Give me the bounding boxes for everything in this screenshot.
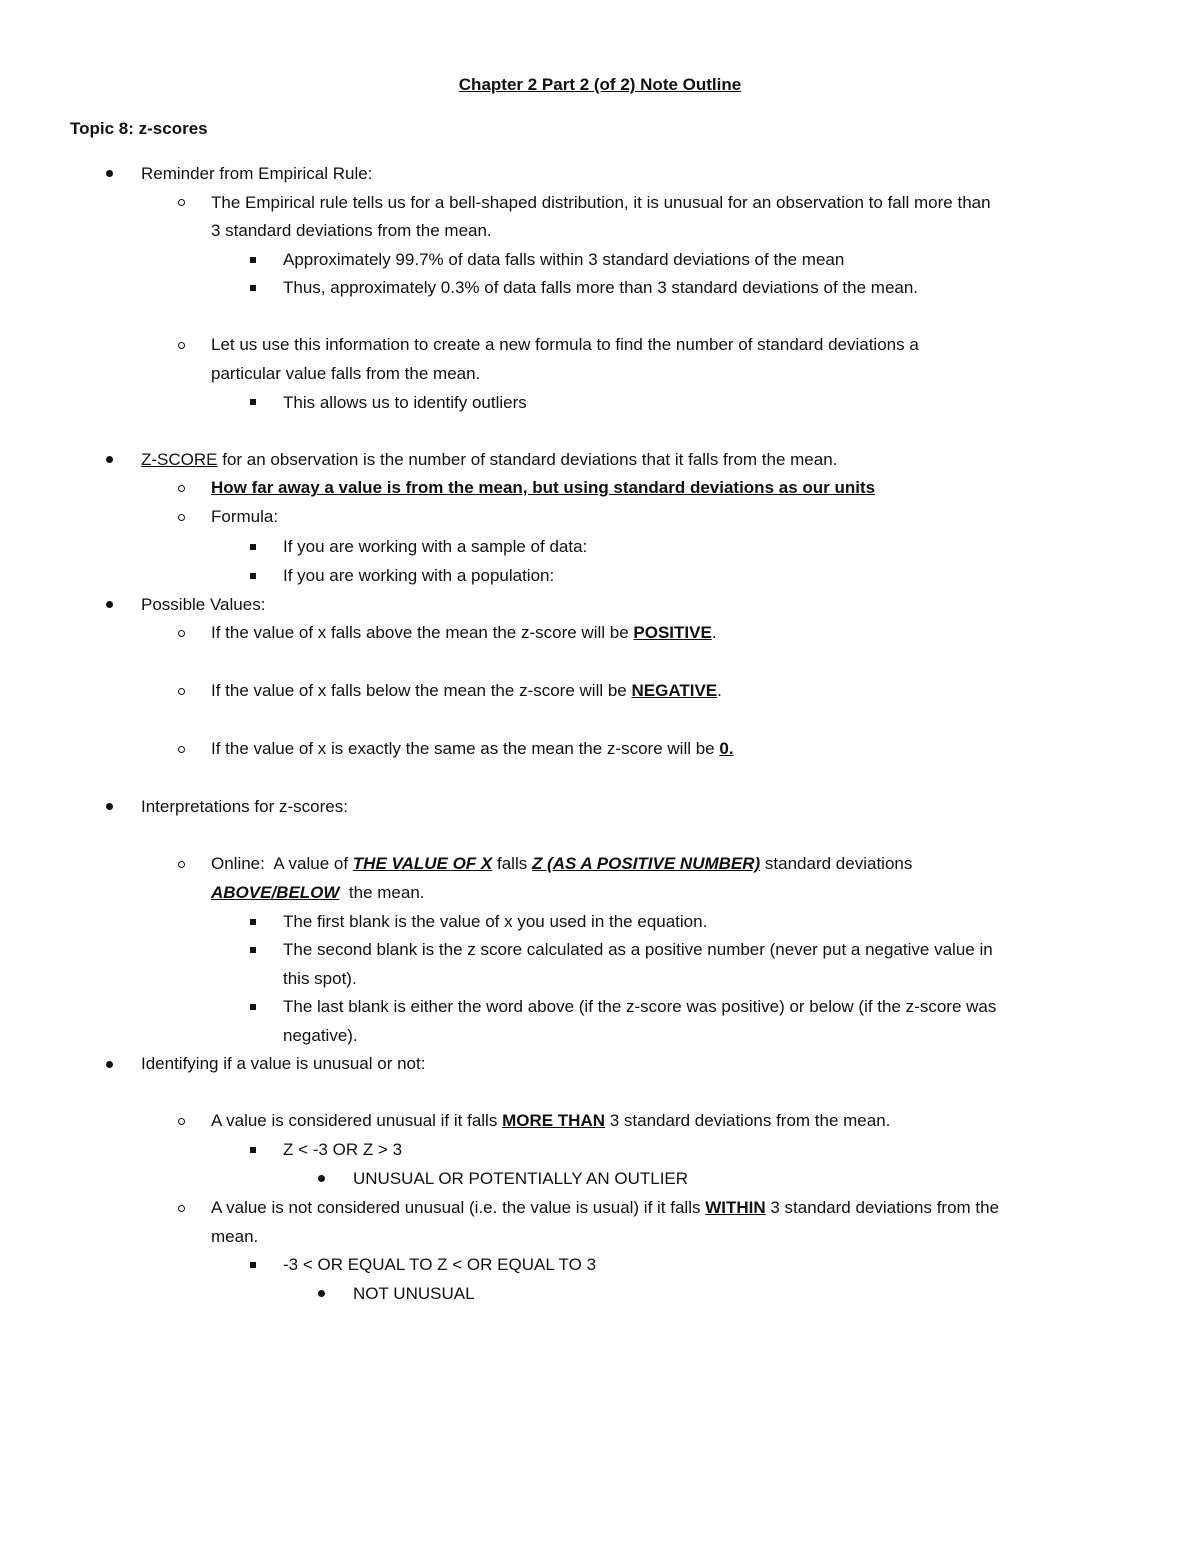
- unusual-rule-text: [211, 1111, 890, 1131]
- square-bullet-icon: [250, 285, 256, 291]
- positive-value-text: [211, 623, 717, 643]
- zscore-term: Z-SCORE: [141, 450, 218, 469]
- online-label: Online:: [211, 854, 265, 873]
- square-bullet-icon: [250, 257, 256, 263]
- negative-pre: If the value of x falls below the mean the z-score will be: [211, 681, 632, 700]
- bullet-icon: [106, 170, 113, 177]
- second-blank-text: The second blank is the z score calculated as a positive number (never put a negative value in: [283, 940, 993, 959]
- topic-heading: Topic 8: z-scores: [70, 119, 208, 138]
- unusual-condition: Z < -3 OR Z > 3: [283, 1140, 403, 1159]
- unusual-result: UNUSUAL OR POTENTIALLY AN OUTLIER: [353, 1169, 689, 1188]
- empirical-rule-text: The Empirical rule tells us for a bell-shaped distribution, it is unusual for an observation to fall more than: [211, 193, 991, 212]
- new-formula-text-cont: particular value falls from the mean.: [211, 364, 481, 383]
- sub-bullet-icon: [178, 746, 185, 753]
- square-bullet-icon: [250, 399, 256, 405]
- online-blank-x: THE VALUE OF X: [352, 854, 493, 873]
- interpretations-heading: Interpretations for z-scores:: [141, 797, 348, 816]
- zero-value-text: [211, 739, 734, 759]
- zscore-definition: [141, 450, 837, 470]
- formula-label: Formula:: [211, 507, 279, 526]
- online-blank-z: Z (AS A POSITIVE NUMBER): [531, 854, 761, 873]
- sub-bullet-icon: [178, 342, 185, 349]
- bullet-icon: [106, 456, 113, 463]
- bullet-icon: [318, 1290, 325, 1297]
- empirical-rule-text-cont: 3 standard deviations from the mean.: [211, 221, 492, 240]
- online-p4: the mean.: [339, 883, 425, 902]
- sample-formula-text: If you are working with a sample of data:: [283, 537, 588, 556]
- outliers-text: This allows us to identify outliers: [283, 393, 527, 412]
- online-p3: standard deviations: [760, 854, 913, 873]
- usual-rule-text: [211, 1198, 999, 1218]
- sub-bullet-icon: [178, 688, 185, 695]
- possible-values-heading: Possible Values:: [141, 595, 266, 614]
- negative-value-text: [211, 681, 722, 701]
- sub-bullet-icon: [178, 485, 185, 492]
- online-blank-direction: ABOVE/BELOW: [211, 883, 340, 902]
- sub-bullet-icon: [178, 1118, 185, 1125]
- square-bullet-icon: [250, 573, 256, 579]
- zscore-def-text: for an observation is the number of standard deviations that it falls from the mean.: [217, 450, 838, 469]
- online-p1: A value of: [264, 854, 353, 873]
- positive-pre: If the value of x falls above the mean the z-score will be: [211, 623, 634, 642]
- page-title: Chapter 2 Part 2 (of 2) Note Outline: [458, 75, 742, 94]
- online-p2: falls: [492, 854, 532, 873]
- usual-answer: WITHIN: [705, 1198, 766, 1217]
- positive-post: .: [711, 623, 717, 642]
- online-interpretation: [211, 854, 912, 874]
- square-bullet-icon: [250, 1262, 256, 1268]
- usual-result: NOT UNUSUAL: [353, 1284, 475, 1303]
- first-blank-text: The first blank is the value of x you used in the equation.: [283, 912, 708, 931]
- usual-pre: A value is not considered unusual (i.e. the value is usual) if it falls: [211, 1198, 706, 1217]
- sub-bullet-icon: [178, 514, 185, 521]
- reminder-heading: Reminder from Empirical Rule:: [141, 164, 373, 183]
- approx-03-text: Thus, approximately 0.3% of data falls more than 3 standard deviations of the mean.: [283, 278, 919, 297]
- second-blank-text-cont: this spot).: [283, 969, 357, 988]
- bullet-icon: [106, 803, 113, 810]
- how-far-text: How far away a value is from the mean, but using standard deviations as our units: [211, 478, 876, 497]
- negative-answer: NEGATIVE: [631, 681, 718, 700]
- positive-answer: POSITIVE: [633, 623, 712, 642]
- usual-rule-text-cont: mean.: [211, 1227, 259, 1246]
- sub-bullet-icon: [178, 861, 185, 868]
- square-bullet-icon: [250, 1147, 256, 1153]
- unusual-post: 3 standard deviations from the mean.: [605, 1111, 891, 1130]
- bullet-icon: [106, 601, 113, 608]
- sub-bullet-icon: [178, 199, 185, 206]
- new-formula-text: Let us use this information to create a new formula to find the number of standard deviations a: [211, 335, 919, 354]
- square-bullet-icon: [250, 544, 256, 550]
- zero-answer: 0.: [719, 739, 734, 758]
- bullet-icon: [318, 1175, 325, 1182]
- square-bullet-icon: [250, 919, 256, 925]
- sub-bullet-icon: [178, 630, 185, 637]
- last-blank-text: The last blank is either the word above (if the z-score was positive) or below (if the z-score was: [283, 997, 997, 1016]
- square-bullet-icon: [250, 1004, 256, 1010]
- square-bullet-icon: [250, 947, 256, 953]
- negative-post: .: [717, 681, 722, 700]
- population-formula-text: If you are working with a population:: [283, 566, 555, 585]
- usual-post: 3 standard deviations from the: [765, 1198, 1000, 1217]
- online-interpretation-cont: [211, 883, 425, 903]
- zero-pre: If the value of x is exactly the same as the mean the z-score will be: [211, 739, 720, 758]
- usual-condition: -3 < OR EQUAL TO Z < OR EQUAL TO 3: [283, 1255, 597, 1274]
- unusual-answer: MORE THAN: [502, 1111, 606, 1130]
- unusual-pre: A value is considered unusual if it falls: [211, 1111, 503, 1130]
- unusual-heading: Identifying if a value is unusual or not:: [141, 1054, 426, 1073]
- bullet-icon: [106, 1061, 113, 1068]
- last-blank-text-cont: negative).: [283, 1026, 358, 1045]
- approx-99-text: Approximately 99.7% of data falls within 3 standard deviations of the mean: [283, 250, 845, 269]
- sub-bullet-icon: [178, 1205, 185, 1212]
